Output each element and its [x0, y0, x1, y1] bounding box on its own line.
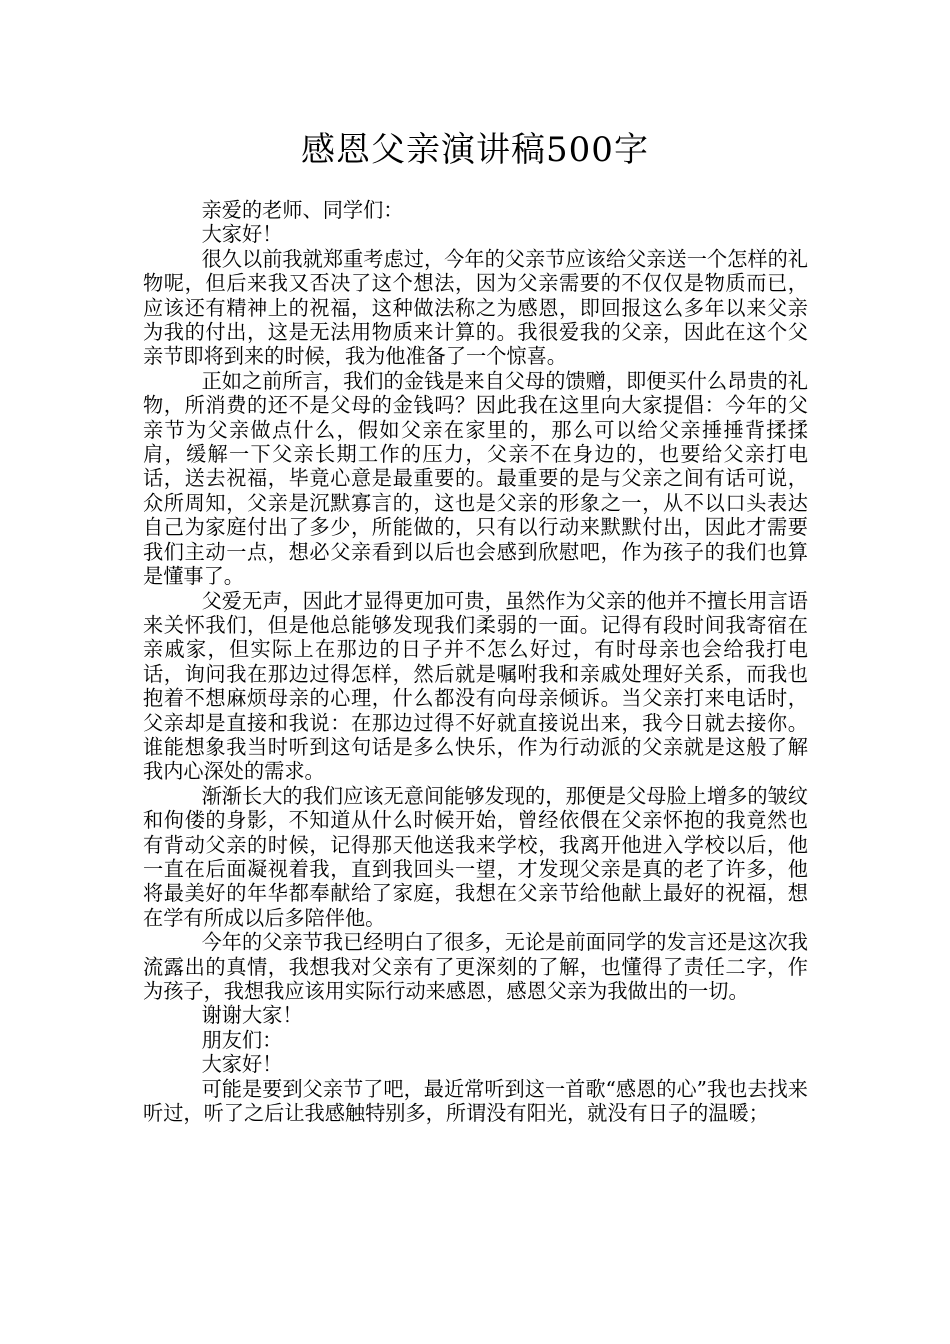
salutation-paragraph: 朋友们：: [201, 1027, 283, 1052]
body-paragraph: 父爱无声，因此才显得更加可贵，虽然作为父亲的他并不擅长用言语来关怀我们，但是他总能够发现我们柔弱的一面。记得有段时间我寄宿在亲戚家，但实际上在那边的日子并不怎么好过，有时母亲也会给我打电话，询问我在那边过得怎样，然后就是嘱咐我和亲戚处理好关系，而我也抱着不想麻烦母亲的心理，什么都没有向母亲倾诉。当父亲打来电话时，父亲却是直接和我说：在那边过得不好就直接说出来，我今日就去接你。谁能想象我当时听到这句话是多么快乐，作为行动派的父亲就是这般了解我内心深处的需求。: [143, 588, 808, 784]
greeting-paragraph: 大家好！: [201, 222, 283, 247]
salutation-paragraph: 亲爱的老师、同学们：: [201, 198, 404, 222]
document-title: 感恩父亲演讲稿500字: [301, 130, 649, 170]
body-paragraph: 渐渐长大的我们应该无意间能够发现的，那便是父母脸上增多的皱纹和佝偻的身影，不知道从什么时候开始，曾经依偎在父亲怀抱的我竟然也有背动父亲的时候，记得那天他送我来学校，我离开他进入学校以后，他一直在后面凝视着我，直到我回头一望，才发现父亲是真的老了许多，他将最美好的年华都奉献给了家庭，我想在父亲节给他献上最好的祝福，想在学有所成以后多陪伴他。: [143, 783, 808, 930]
closing-paragraph: 谢谢大家！: [201, 1003, 303, 1028]
document-body: [143, 198, 808, 1125]
body-paragraph: 正如之前所言，我们的金钱是来自父母的馈赠，即便买什么昂贵的礼物，所消费的还不是父母的金钱吗？因此我在这里向大家提倡：今年的父亲节为父亲做点什么，假如父亲在家里的，那么可以给父亲捶捶背揉揉肩，缓解一下父亲长期工作的压力，父亲不在身边的，也要给父亲打电话，送去祝福，毕竟心意是最重要的。最重要的是与父亲之间有话可说，众所周知，父亲是沉默寡言的，这也是父亲的形象之一，从不以口头表达自己为家庭付出了多少，所能做的，只有以行动来默默付出，因此才需要我们主动一点，想必父亲看到以后也会感到欣慰吧，作为孩子的我们也算是懂事了。: [143, 368, 808, 589]
body-paragraph: 今年的父亲节我已经明白了很多，无论是前面同学的发言还是这次我流露出的真情，我想我对父亲有了更深刻的了解，也懂得了责任二字，作为孩子，我想我应该用实际行动来感恩，感恩父亲为我做出的一切。: [143, 930, 808, 1003]
greeting-paragraph: 大家好！: [201, 1052, 283, 1077]
body-paragraph: 可能是要到父亲节了吧，最近常听到这一首歌“感恩的心”我也去找来听过，听了之后让我感触特别多，所谓没有阳光，就没有日子的温暖；: [143, 1076, 808, 1126]
body-paragraph: 很久以前我就郑重考虑过，今年的父亲节应该给父亲送一个怎样的礼物呢，但后来我又否决了这个想法，因为父亲需要的不仅仅是物质而已，应该还有精神上的祝福，这种做法称之为感恩，即回报这么多年以来父亲为我的付出，这是无法用物质来计算的。我很爱我的父亲，因此在这个父亲节即将到来的时候，我为他准备了一个惊喜。: [143, 246, 808, 369]
